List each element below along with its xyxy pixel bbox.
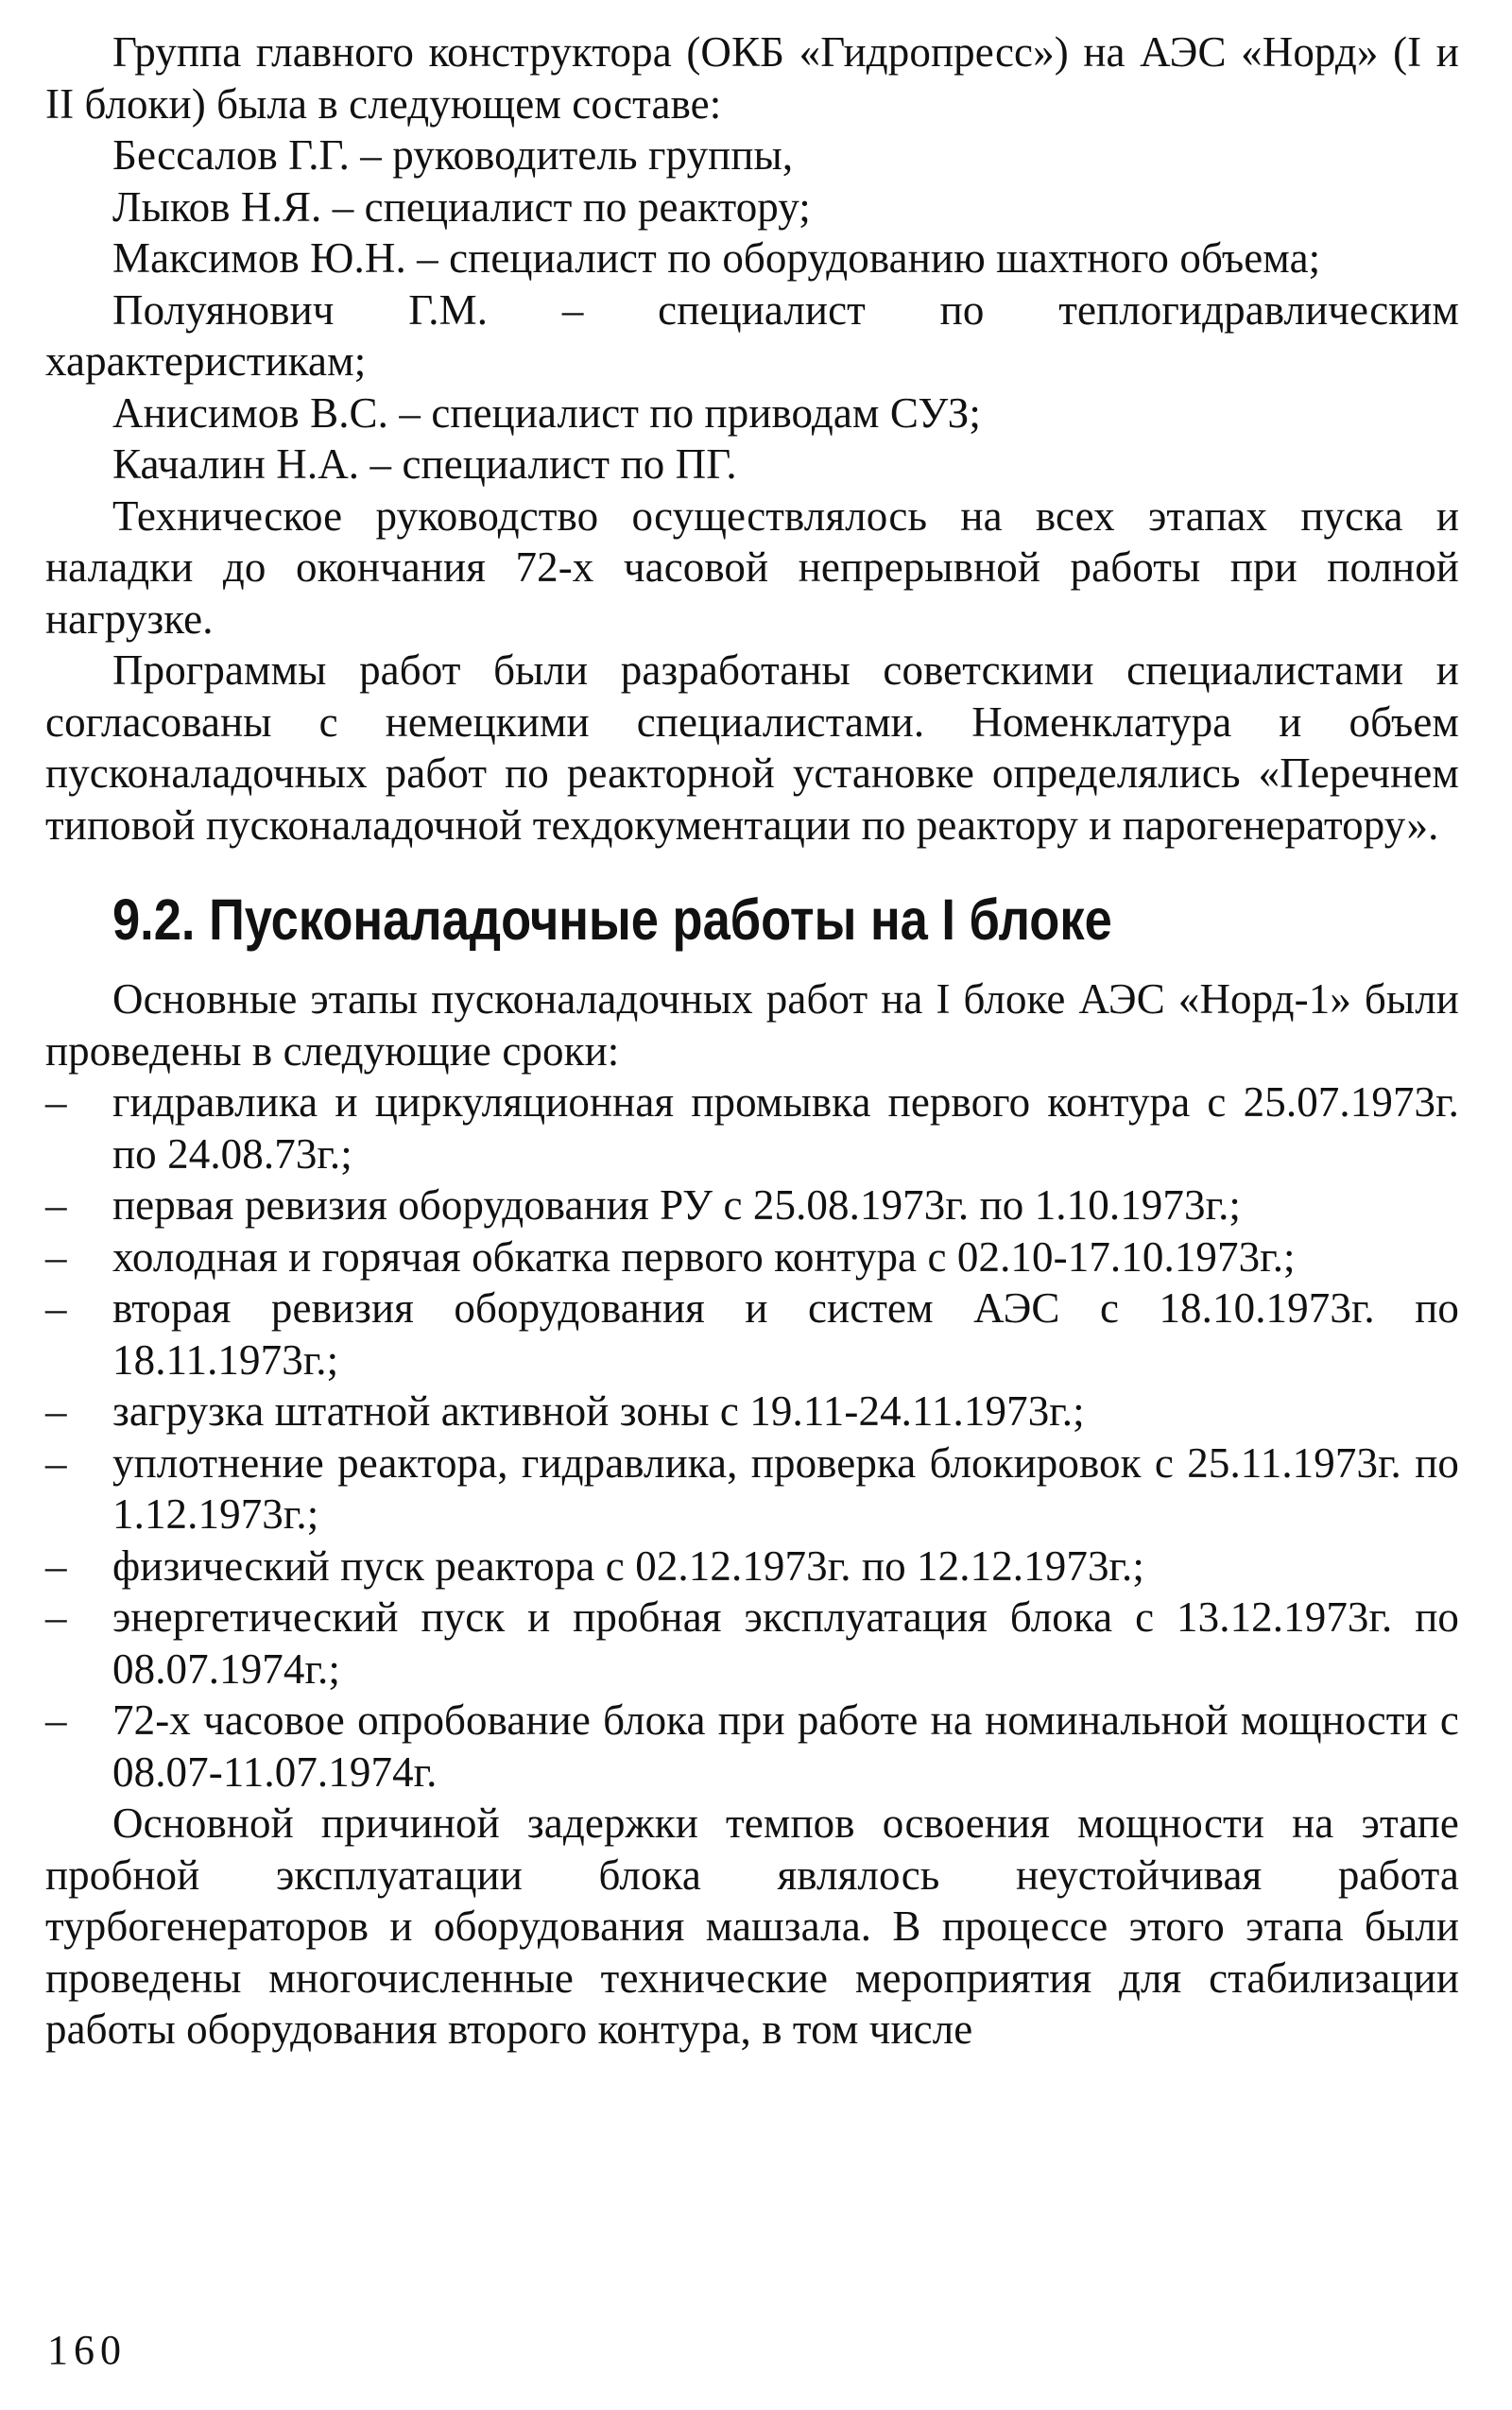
stages-list: [45, 1076, 1459, 1798]
stage-text: вторая ревизия оборудования и систем АЭС с 18.10.1973г. по 18.11.1973г.;: [112, 1284, 1459, 1384]
document-page: [45, 26, 1459, 2384]
stage-list-item: [45, 1076, 1459, 1179]
stage-list-item: [45, 1282, 1459, 1386]
intro-lead-paragraph: Группа главного конструктора (ОКБ «Гидропресс») на АЭС «Норд» (I и II блоки) была в следующем составе:: [45, 28, 1459, 128]
team-member-item: Бессалов Г.Г. – руководитель группы,: [112, 131, 794, 179]
stage-text: энергетический пуск и пробная эксплуатация блока с 13.12.1973г. по 08.07.1974г.;: [112, 1593, 1459, 1693]
stage-text: физический пуск реактора с 02.12.1973г. по 12.12.1973г.;: [112, 1541, 1144, 1590]
dash-marker: –: [45, 1078, 67, 1126]
closing-paragraph: Основной причиной задержки темпов освоения мощности на этапе пробной эксплуатации блока являлось неустойчивая работа турбогенераторов и оборудования машзала. В процессе этого этапа были проведены многочисленные технические мероприятия для стабилизации работы оборудования второго контура, в том числе: [45, 1799, 1459, 2053]
stage-list-item: [45, 1541, 1459, 1592]
team-member-list: [45, 129, 1459, 491]
stage-list-item: [45, 1437, 1459, 1541]
page-number: 160: [47, 2327, 127, 2373]
stage-text: первая ревизия оборудования РУ с 25.08.1973г. по 1.10.1973г.;: [112, 1181, 1242, 1229]
stage-text: уплотнение реактора, гидравлика, проверка блокировок с 25.11.1973г. по 1.12.1973г.;: [112, 1438, 1459, 1538]
team-member-item: Максимов Ю.Н. – специалист по оборудованию шахтного объема;: [112, 234, 1321, 282]
dash-marker: –: [45, 1181, 67, 1229]
dash-marker: –: [45, 1232, 67, 1281]
work-programs-paragraph: Программы работ были разработаны советскими специалистами и согласованы с немецкими специалистами. Номенклатура и объем пусконаладочных работ по реакторной установке определялись «Перечнем типовой пусконаладочной техдокументации по реактору и парогенератору».: [45, 646, 1459, 849]
team-member-item: Анисимов В.С. – специалист по приводам СУЗ;: [112, 388, 981, 437]
dash-marker: –: [45, 1541, 67, 1590]
team-member-item: Качалин Н.А. – специалист по ПГ.: [112, 440, 737, 488]
stage-list-item: [45, 1386, 1459, 1437]
technical-guidance-paragraph: Техническое руководство осуществлялось на всех этапах пуска и наладки до окончания 72-х часовой непрерывной работы при полной нагрузке.: [45, 491, 1459, 643]
dash-marker: –: [45, 1696, 67, 1744]
stage-text: холодная и горячая обкатка первого контура с 02.10-17.10.1973г.;: [112, 1232, 1296, 1281]
dash-marker: –: [45, 1284, 67, 1332]
stage-list-item: [45, 1592, 1459, 1695]
stage-text: загрузка штатной активной зоны с 19.11-24.11.1973г.;: [112, 1387, 1085, 1435]
dash-marker: –: [45, 1387, 67, 1435]
dash-marker: –: [45, 1593, 67, 1641]
team-member-item: Полуянович Г.М. – специалист по теплогидравлическим характеристикам;: [45, 285, 1459, 385]
section-lead-paragraph: Основные этапы пусконаладочных работ на I блоке АЭС «Норд-1» были проведены в следующие сроки:: [45, 975, 1459, 1075]
stage-text: гидравлика и циркуляционная промывка первого контура с 25.07.1973г. по 24.08.73г.;: [112, 1078, 1459, 1178]
stage-text: 72-х часовое опробование блока при работе на номинальной мощности с 08.07-11.07.1974г.: [112, 1696, 1459, 1796]
dash-marker: –: [45, 1438, 67, 1487]
team-member-item: Лыков Н.Я. – специалист по реактору;: [112, 182, 811, 231]
stage-list-item: [45, 1179, 1459, 1231]
stage-list-item: [45, 1695, 1459, 1798]
stage-list-item: [45, 1231, 1459, 1283]
section-heading: 9.2. Пусконаладочные работы на I блоке: [112, 887, 1112, 952]
